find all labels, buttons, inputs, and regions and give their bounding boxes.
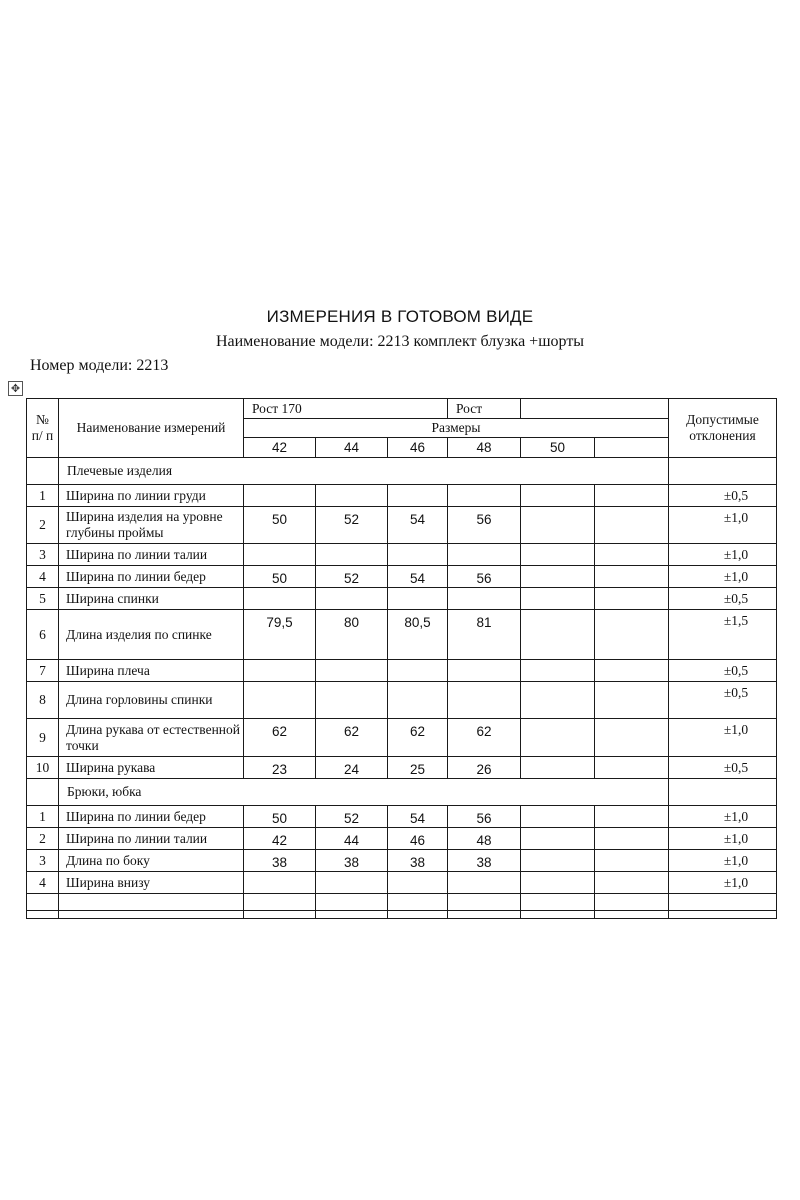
measurement-value: 44	[316, 828, 388, 850]
tolerance-value: ±1,0	[669, 850, 777, 872]
table-row	[27, 610, 777, 660]
measurement-value: 56	[448, 806, 521, 828]
measurement-value	[244, 588, 316, 610]
row-number: 7	[27, 660, 59, 682]
measurement-value	[316, 660, 388, 682]
measurement-name: Длина изделия по спинке	[59, 610, 244, 660]
row-number: 3	[27, 850, 59, 872]
tolerance-value: ±1,0	[669, 806, 777, 828]
size-44: 44	[316, 438, 388, 458]
row-number: 4	[27, 566, 59, 588]
measurement-value	[595, 660, 669, 682]
measurement-value	[521, 757, 595, 779]
measurement-value	[388, 485, 448, 507]
measurement-value	[521, 872, 595, 894]
size-42: 42	[244, 438, 316, 458]
measurement-value	[595, 757, 669, 779]
measurement-value	[595, 544, 669, 566]
table-move-icon[interactable]: ✥	[8, 381, 23, 396]
row-number: 2	[27, 507, 59, 544]
section-tol-blank	[669, 779, 777, 806]
measurement-value	[244, 660, 316, 682]
measurement-value: 56	[448, 566, 521, 588]
size-50: 50	[521, 438, 595, 458]
measurement-name: Ширина изделия на уровне глубины проймы	[59, 507, 244, 544]
measurement-value	[316, 588, 388, 610]
empty-cell	[59, 894, 244, 911]
tolerance-value: ±0,5	[669, 757, 777, 779]
measurement-value	[521, 850, 595, 872]
measurement-value	[521, 507, 595, 544]
table-row	[27, 806, 777, 828]
empty-cell	[521, 911, 595, 919]
measurement-value	[316, 485, 388, 507]
table-row	[27, 485, 777, 507]
measurement-name: Длина горловины спинки	[59, 682, 244, 719]
row-number: 9	[27, 719, 59, 757]
measurements-body	[27, 458, 777, 919]
empty-cell	[521, 894, 595, 911]
measurement-value: 52	[316, 507, 388, 544]
tolerance-value: ±1,5	[669, 610, 777, 660]
measurement-value: 62	[448, 719, 521, 757]
measurement-value	[388, 872, 448, 894]
measurement-value: 52	[316, 806, 388, 828]
measurement-value: 38	[448, 850, 521, 872]
measurement-value: 25	[388, 757, 448, 779]
table-row	[27, 566, 777, 588]
measurement-value: 54	[388, 566, 448, 588]
empty-cell	[244, 894, 316, 911]
measurement-value: 56	[448, 507, 521, 544]
measurement-value	[388, 544, 448, 566]
measurement-value	[595, 485, 669, 507]
header-rost-170: Рост 170	[244, 399, 448, 419]
measurement-value: 38	[244, 850, 316, 872]
measurement-value	[244, 485, 316, 507]
size-46: 46	[388, 438, 448, 458]
table-row	[27, 507, 777, 544]
measurement-value: 48	[448, 828, 521, 850]
row-number: 1	[27, 806, 59, 828]
table-row	[27, 660, 777, 682]
row-number: 1	[27, 485, 59, 507]
row-number: 4	[27, 872, 59, 894]
measurement-value	[595, 806, 669, 828]
empty-cell	[27, 894, 59, 911]
tolerance-value: ±0,5	[669, 485, 777, 507]
tolerance-value: ±1,0	[669, 544, 777, 566]
table-row	[27, 719, 777, 757]
row-number: 10	[27, 757, 59, 779]
measurement-value	[521, 544, 595, 566]
measurement-name: Ширина по линии талии	[59, 544, 244, 566]
measurement-name: Ширина внизу	[59, 872, 244, 894]
header-tolerance: Допустимые отклонения	[669, 399, 777, 458]
measurement-value: 24	[316, 757, 388, 779]
empty-cell	[595, 894, 669, 911]
measurement-value	[521, 566, 595, 588]
section-row	[27, 458, 777, 485]
measurement-value: 50	[244, 566, 316, 588]
measurement-value	[595, 588, 669, 610]
empty-row	[27, 894, 777, 911]
measurement-value	[595, 872, 669, 894]
measurement-value: 80,5	[388, 610, 448, 660]
measurement-value: 50	[244, 806, 316, 828]
tolerance-value: ±1,0	[669, 719, 777, 757]
measurement-value: 52	[316, 566, 388, 588]
header-row-1	[27, 399, 777, 419]
measurement-name: Ширина рукава	[59, 757, 244, 779]
measurement-value	[448, 588, 521, 610]
tolerance-value: ±1,0	[669, 872, 777, 894]
empty-cell	[316, 911, 388, 919]
measurement-value	[316, 872, 388, 894]
table-row	[27, 850, 777, 872]
section-row	[27, 779, 777, 806]
measurement-value	[595, 828, 669, 850]
measurement-value	[521, 485, 595, 507]
measurement-value	[521, 660, 595, 682]
document-title: ИЗМЕРЕНИЯ В ГОТОВОМ ВИДЕ	[266, 307, 534, 326]
empty-cell	[388, 911, 448, 919]
measurement-value	[521, 719, 595, 757]
measurement-value	[595, 610, 669, 660]
measurement-value	[448, 485, 521, 507]
row-number: 3	[27, 544, 59, 566]
table-row	[27, 872, 777, 894]
measurement-value	[388, 660, 448, 682]
tolerance-value: ±1,0	[669, 566, 777, 588]
table-row	[27, 682, 777, 719]
measurement-value: 62	[388, 719, 448, 757]
measurement-value	[388, 588, 448, 610]
size-blank	[595, 438, 669, 458]
table-row	[27, 588, 777, 610]
empty-cell	[448, 894, 521, 911]
measurement-name: Ширина по линии талии	[59, 828, 244, 850]
measurement-value	[595, 566, 669, 588]
section-num-blank	[27, 458, 59, 485]
measurement-value: 80	[316, 610, 388, 660]
table-row	[27, 828, 777, 850]
measurements-table	[26, 398, 777, 919]
empty-cell	[448, 911, 521, 919]
measurement-value	[388, 682, 448, 719]
measurement-value	[448, 872, 521, 894]
measurement-value	[595, 850, 669, 872]
measurement-value	[595, 507, 669, 544]
empty-cell	[59, 911, 244, 919]
measurement-value: 50	[244, 507, 316, 544]
measurement-value	[448, 660, 521, 682]
measurement-value: 81	[448, 610, 521, 660]
measurement-value	[595, 719, 669, 757]
section-tol-blank	[669, 458, 777, 485]
row-number: 5	[27, 588, 59, 610]
tolerance-value: ±0,5	[669, 588, 777, 610]
empty-cell	[316, 894, 388, 911]
measurement-value	[595, 682, 669, 719]
measurement-value: 79,5	[244, 610, 316, 660]
measurement-name: Ширина по линии бедер	[59, 566, 244, 588]
model-number: Номер модели: 2213	[30, 357, 169, 374]
measurement-value: 42	[244, 828, 316, 850]
measurement-value	[521, 588, 595, 610]
measurement-name: Длина по боку	[59, 850, 244, 872]
tolerance-value: ±0,5	[669, 660, 777, 682]
header-rost: Рост	[448, 399, 521, 419]
empty-cell	[388, 894, 448, 911]
measurement-value	[521, 610, 595, 660]
section-num-blank	[27, 779, 59, 806]
measurement-value	[448, 544, 521, 566]
header-sizes-label: Размеры	[244, 419, 669, 438]
measurement-value	[244, 544, 316, 566]
size-48: 48	[448, 438, 521, 458]
measurement-value	[521, 806, 595, 828]
table-row	[27, 757, 777, 779]
section-title: Плечевые изделия	[59, 458, 669, 485]
measurement-value	[448, 682, 521, 719]
header-rost-blank	[521, 399, 669, 419]
measurement-value	[521, 682, 595, 719]
tolerance-value: ±0,5	[669, 682, 777, 719]
empty-cell	[669, 911, 777, 919]
header-num: № п/ п	[27, 399, 59, 458]
header-name: Наименование измерений	[59, 399, 244, 458]
measurement-value	[316, 544, 388, 566]
row-number: 8	[27, 682, 59, 719]
empty-cell	[244, 911, 316, 919]
table-row	[27, 544, 777, 566]
measurement-value: 23	[244, 757, 316, 779]
row-number: 6	[27, 610, 59, 660]
measurement-value	[521, 828, 595, 850]
empty-cell	[27, 911, 59, 919]
row-number: 2	[27, 828, 59, 850]
measurement-value: 26	[448, 757, 521, 779]
measurement-value: 62	[316, 719, 388, 757]
measurement-value	[316, 682, 388, 719]
measurement-value: 62	[244, 719, 316, 757]
empty-row	[27, 911, 777, 919]
measurement-value: 54	[388, 806, 448, 828]
empty-cell	[669, 894, 777, 911]
measurement-name: Ширина спинки	[59, 588, 244, 610]
measurement-value	[244, 682, 316, 719]
measurement-value: 46	[388, 828, 448, 850]
tolerance-value: ±1,0	[669, 828, 777, 850]
section-title: Брюки, юбка	[59, 779, 669, 806]
measurement-name: Ширина по линии груди	[59, 485, 244, 507]
measurement-name: Длина рукава от естественной точки	[59, 719, 244, 757]
empty-cell	[595, 911, 669, 919]
measurement-name: Ширина по линии бедер	[59, 806, 244, 828]
model-name-subtitle: Наименование модели: 2213 комплект блузка +шорты	[215, 333, 585, 350]
measurement-name: Ширина плеча	[59, 660, 244, 682]
tolerance-value: ±1,0	[669, 507, 777, 544]
measurement-value	[244, 872, 316, 894]
measurement-value: 54	[388, 507, 448, 544]
measurement-value: 38	[316, 850, 388, 872]
measurement-value: 38	[388, 850, 448, 872]
